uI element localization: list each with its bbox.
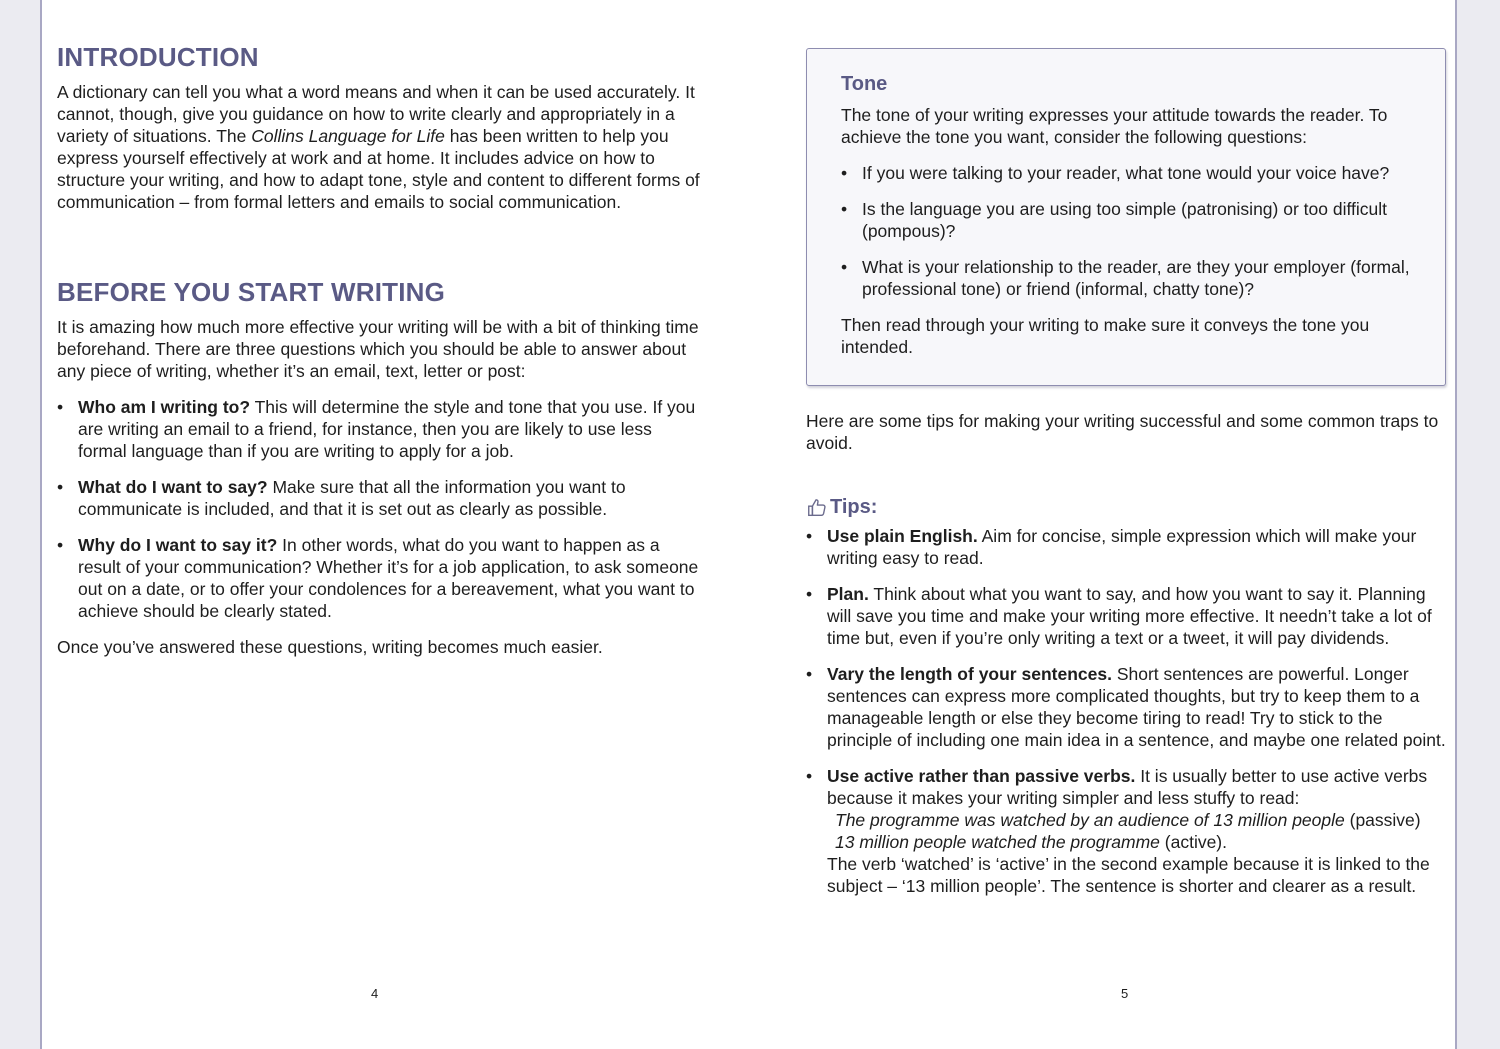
before-writing-text: It is amazing how much more effective your writing will be with a bit of thinking time beforehand. There are three questions which you should be able to answer about any piece of writing, whether it’s an email, text, letter or post: (57, 317, 699, 381)
list-item: • What do I want to say? Make sure that all the information you want to communicate is included, and that it is set out as clearly as possible. (57, 476, 702, 520)
example-explanation: The verb ‘watched’ is ‘active’ in the second example because it is linked to the subject – ‘13 million people’. The sentence is shorter and clearer as a result. (827, 854, 1430, 896)
page-number-left: 4 (371, 986, 379, 1001)
tips-heading: Tips: (806, 496, 1446, 519)
list-item: • What is your relationship to the reader, are they your employer (formal, professional tone) or friend (informal, chatty tone)? (841, 256, 1415, 300)
tips-list (806, 525, 1446, 897)
right-page (806, 48, 1446, 911)
questions-list (57, 396, 702, 622)
example-active: 13 million people watched the programme (active). (835, 832, 1228, 852)
tips-intro: Here are some tips for making your writing successful and some common traps to avoid. (806, 411, 1439, 453)
list-item: • Who am I writing to? This will determine the style and tone that you use. If you are writing an email to a friend, for instance, then you are likely to use less formal language than if you are writing to apply for a job. (57, 396, 702, 462)
list-item: • Plan. Think about what you want to say, and how you want to say it. Planning will save you time and make your writing more effective. It needn’t take a lot of time but, even if you’re only writing a text or a tweet, it will pay dividends. (806, 583, 1446, 649)
list-item: • Why do I want to say it? In other words, what do you want to happen as a result of your communication? Whether it’s for a job application, to ask someone out on a date, or to offer your condolences for a bereavement, what you want to achieve should be clearly stated. (57, 534, 702, 622)
list-item: • Use plain English. Aim for concise, simple expression which will make your writing easy to read. (806, 525, 1446, 569)
closing-text: Once you’ve answered these questions, writing becomes much easier. (57, 637, 603, 657)
before-writing-heading: BEFORE YOU START WRITING (57, 277, 446, 307)
list-item: • Use active rather than passive verbs. It is usually better to use active verbs because it makes your writing simpler and less stuffy to read: The programme was watched by an audience of 13 million people (passive) 13 million people watched the programme (active). The verb ‘watched’ is ‘active’ in the second example because it is linked to the subject – ‘13 million people’. The sentence is shorter and clearer as a result. (806, 765, 1446, 897)
page-number-right: 5 (1121, 986, 1129, 1001)
left-page (57, 42, 702, 658)
book-spread (40, 0, 1457, 1049)
list-item: • If you were talking to your reader, what tone would your voice have? (841, 162, 1415, 184)
list-item: • Vary the length of your sentences. Short sentences are powerful. Longer sentences can express more complicated thoughts, but try to keep them to a manageable length or else they become tiring to read! Try to stick to the principle of including one main idea in a sentence, and maybe one related point. (806, 663, 1446, 751)
tone-title: Tone (841, 73, 888, 95)
book-title: Collins Language for Life (251, 126, 445, 146)
tone-questions-list (841, 162, 1415, 300)
introduction-heading: INTRODUCTION (57, 42, 259, 72)
introduction-text: A dictionary can tell you what a word means and when it can be used accurately. It cannot, though, give you guidance on how to write clearly and appropriately in a variety of situations. The Collins Language for Life has been written to help you express yourself effectively at work and at home. It includes advice on how to structure your writing, and how to adapt tone, style and content to different forms of communication – from formal letters and emails to social communication. (57, 82, 700, 212)
tone-outro: Then read through your writing to make sure it conveys the tone you intended. (841, 315, 1370, 357)
example-passive: The programme was watched by an audience of 13 million people (passive) (835, 810, 1421, 830)
list-item: • Is the language you are using too simple (patronising) or too difficult (pompous)? (841, 198, 1415, 242)
thumbs-up-icon (806, 497, 828, 519)
tone-box (806, 48, 1446, 386)
tone-intro: The tone of your writing expresses your attitude towards the reader. To achieve the tone you want, consider the following questions: (841, 105, 1388, 147)
